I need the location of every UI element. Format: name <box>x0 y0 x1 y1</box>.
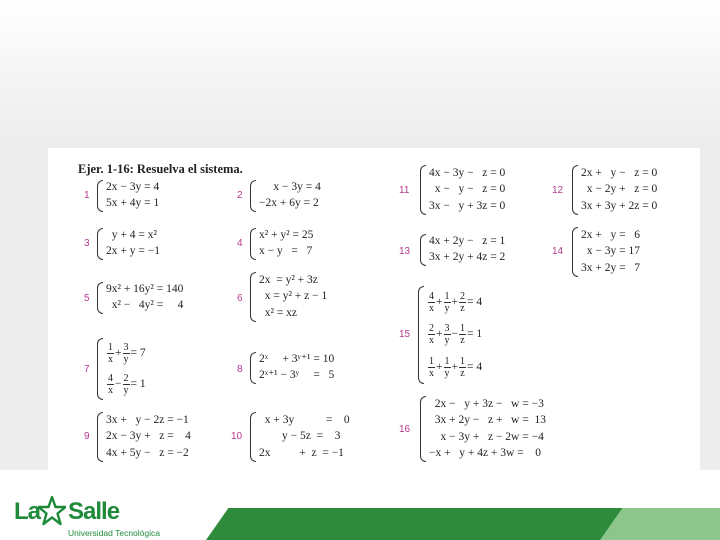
exercise-number-13: 13 <box>399 246 411 257</box>
brace <box>250 180 256 212</box>
equation: 3x + 3y + 2z = 0 <box>581 199 658 212</box>
exercise-number-14: 14 <box>552 246 564 257</box>
equation: 4x − 3y − z = 0 <box>429 166 506 179</box>
system-14 <box>572 227 640 277</box>
equation: 3x + 2y − z + w = 13 <box>429 414 546 426</box>
brace <box>97 180 103 212</box>
system-7 <box>97 338 146 400</box>
equation: 3x + 2y = 7 <box>581 261 640 274</box>
brace <box>572 227 578 277</box>
equation: x² = xz <box>259 306 298 319</box>
exercise-number-1: 1 <box>84 190 90 201</box>
system-6 <box>250 272 327 322</box>
equation: x − 3y = 4 <box>259 181 321 194</box>
brand-logo <box>14 498 119 526</box>
system-13 <box>420 234 505 266</box>
equation: x + 3y = 0 <box>259 413 350 426</box>
equation: −2x + 6y = 2 <box>259 197 319 210</box>
brace <box>97 228 103 260</box>
equation: 3x + y − 2z = −1 <box>106 413 189 426</box>
equation: 3x − y + 3z = 0 <box>429 199 506 212</box>
equation: 2x + y − z = 0 <box>581 166 658 179</box>
brace <box>97 338 103 400</box>
brace <box>572 165 578 215</box>
fraction: $\frac{1}{x}$ <box>429 356 434 380</box>
brace <box>250 228 256 260</box>
equation: 2ˣ + 3ʸ⁺¹ = 10 <box>259 353 335 366</box>
system-10 <box>250 412 350 462</box>
exercise-number-11: 11 <box>399 185 410 196</box>
equation: x − 2y + z = 0 <box>581 183 658 196</box>
equation: x − 3y + z − 2w = −4 <box>429 430 544 443</box>
brand-logo-right: Salle <box>68 498 120 525</box>
system-2 <box>250 180 321 212</box>
equation: 2x + y = −1 <box>106 245 160 258</box>
fraction: $\frac{1}{y}$ <box>444 290 450 314</box>
equation: x − y = 7 <box>259 245 313 258</box>
star-icon <box>38 496 66 526</box>
equation: 2x − y + 3z − w = −3 <box>429 397 544 410</box>
equation: 4x + 5y − z = −2 <box>106 446 189 459</box>
fraction: $\frac{3}{y}$ <box>123 342 129 365</box>
brace <box>250 352 256 384</box>
exercise-number-5: 5 <box>84 293 90 304</box>
brand-logo-left: La <box>14 498 41 525</box>
equation: x² − 4y² = 4 <box>106 299 184 312</box>
fraction: $\frac{1}{y}$ <box>444 356 450 380</box>
exercise-number-4: 4 <box>237 238 243 249</box>
equation: x − 3y = 17 <box>581 245 640 258</box>
equation: x − y − z = 0 <box>429 183 506 196</box>
fraction: $\frac{2}{y}$ <box>123 373 129 396</box>
system-11 <box>420 165 505 215</box>
fraction-equation: $\frac{2}{x}$ + $\frac{3}{y}$ − $\frac{1}{z}$ = 1 <box>429 323 483 347</box>
equation: 5x + 4y = 1 <box>106 197 160 210</box>
footer-stripe-light <box>600 508 720 540</box>
system-12 <box>572 165 657 215</box>
brace <box>418 286 424 384</box>
exercise-number-9: 9 <box>84 431 90 442</box>
brace <box>250 272 256 322</box>
exercise-number-10: 10 <box>231 431 243 442</box>
brace <box>420 165 426 215</box>
system-5 <box>97 282 183 314</box>
equation: x = y² + z − 1 <box>259 290 328 303</box>
system-16 <box>420 396 546 462</box>
brand-subtitle: Universidad Tecnológica <box>68 528 160 538</box>
system-1 <box>97 180 159 212</box>
fraction: $\frac{1}{z}$ <box>460 323 465 347</box>
equation: 2x − 3y + z = 4 <box>106 430 191 443</box>
exercise-number-16: 16 <box>399 424 411 435</box>
brace <box>420 396 426 462</box>
equation: 9x² + 16y² = 140 <box>106 283 184 296</box>
fraction: $\frac{4}{x}$ <box>108 373 113 396</box>
fraction: $\frac{1}{z}$ <box>460 356 465 380</box>
system-8 <box>250 352 334 384</box>
slide-header-band <box>0 0 720 148</box>
equation: 2x = y² + 3z <box>259 273 318 286</box>
brace <box>97 412 103 462</box>
exercise-heading: Ejer. 1-16: Resuelva el sistema. <box>78 162 243 176</box>
equation: y − 5z = 3 <box>259 430 341 443</box>
system-4 <box>250 228 313 260</box>
equation: 2x − 3y = 4 <box>106 181 160 194</box>
fraction: $\frac{3}{y}$ <box>444 323 450 347</box>
exercise-number-12: 12 <box>552 185 564 196</box>
exercise-number-15: 15 <box>399 329 411 340</box>
brace <box>420 234 426 266</box>
brace <box>97 282 103 314</box>
brace <box>250 412 256 462</box>
equation: 4x + 2y − z = 1 <box>429 235 506 248</box>
system-3 <box>97 228 160 260</box>
equation: −x + y + 4z + 3w = 0 <box>429 447 541 459</box>
fraction-equation: $\frac{1}{x}$ + $\frac{3}{y}$ = 7 <box>108 342 146 365</box>
system-15 <box>418 286 482 384</box>
fraction-equation: $\frac{4}{x}$ − $\frac{2}{y}$ = 1 <box>108 373 146 396</box>
equation: y + 4 = x² <box>106 229 157 242</box>
equation: 2x + y = 6 <box>581 228 640 241</box>
equation: 2x + z = −1 <box>259 446 344 459</box>
exercise-number-6: 6 <box>237 293 243 304</box>
fraction-equation: $\frac{1}{x}$ + $\frac{1}{y}$ + $\frac{1}{z}$ = 4 <box>429 356 483 380</box>
exercise-number-7: 7 <box>84 364 90 375</box>
fraction-equation: $\frac{4}{x}$ + $\frac{1}{y}$ + $\frac{2}{z}$ = 4 <box>429 290 483 314</box>
fraction: $\frac{2}{x}$ <box>429 323 434 347</box>
equation: 2ˣ⁺¹ − 3ʸ = 5 <box>259 369 335 382</box>
footer-stripe-dark <box>206 508 648 540</box>
exercise-number-3: 3 <box>84 238 90 249</box>
fraction: $\frac{4}{x}$ <box>429 290 434 314</box>
equation: x² + y² = 25 <box>259 229 314 242</box>
fraction: $\frac{2}{z}$ <box>460 290 465 314</box>
equation: 3x + 2y + 4z = 2 <box>429 251 506 264</box>
system-9 <box>97 412 191 462</box>
exercise-number-8: 8 <box>237 364 243 375</box>
fraction: $\frac{1}{x}$ <box>108 342 113 365</box>
exercise-number-2: 2 <box>237 190 243 201</box>
